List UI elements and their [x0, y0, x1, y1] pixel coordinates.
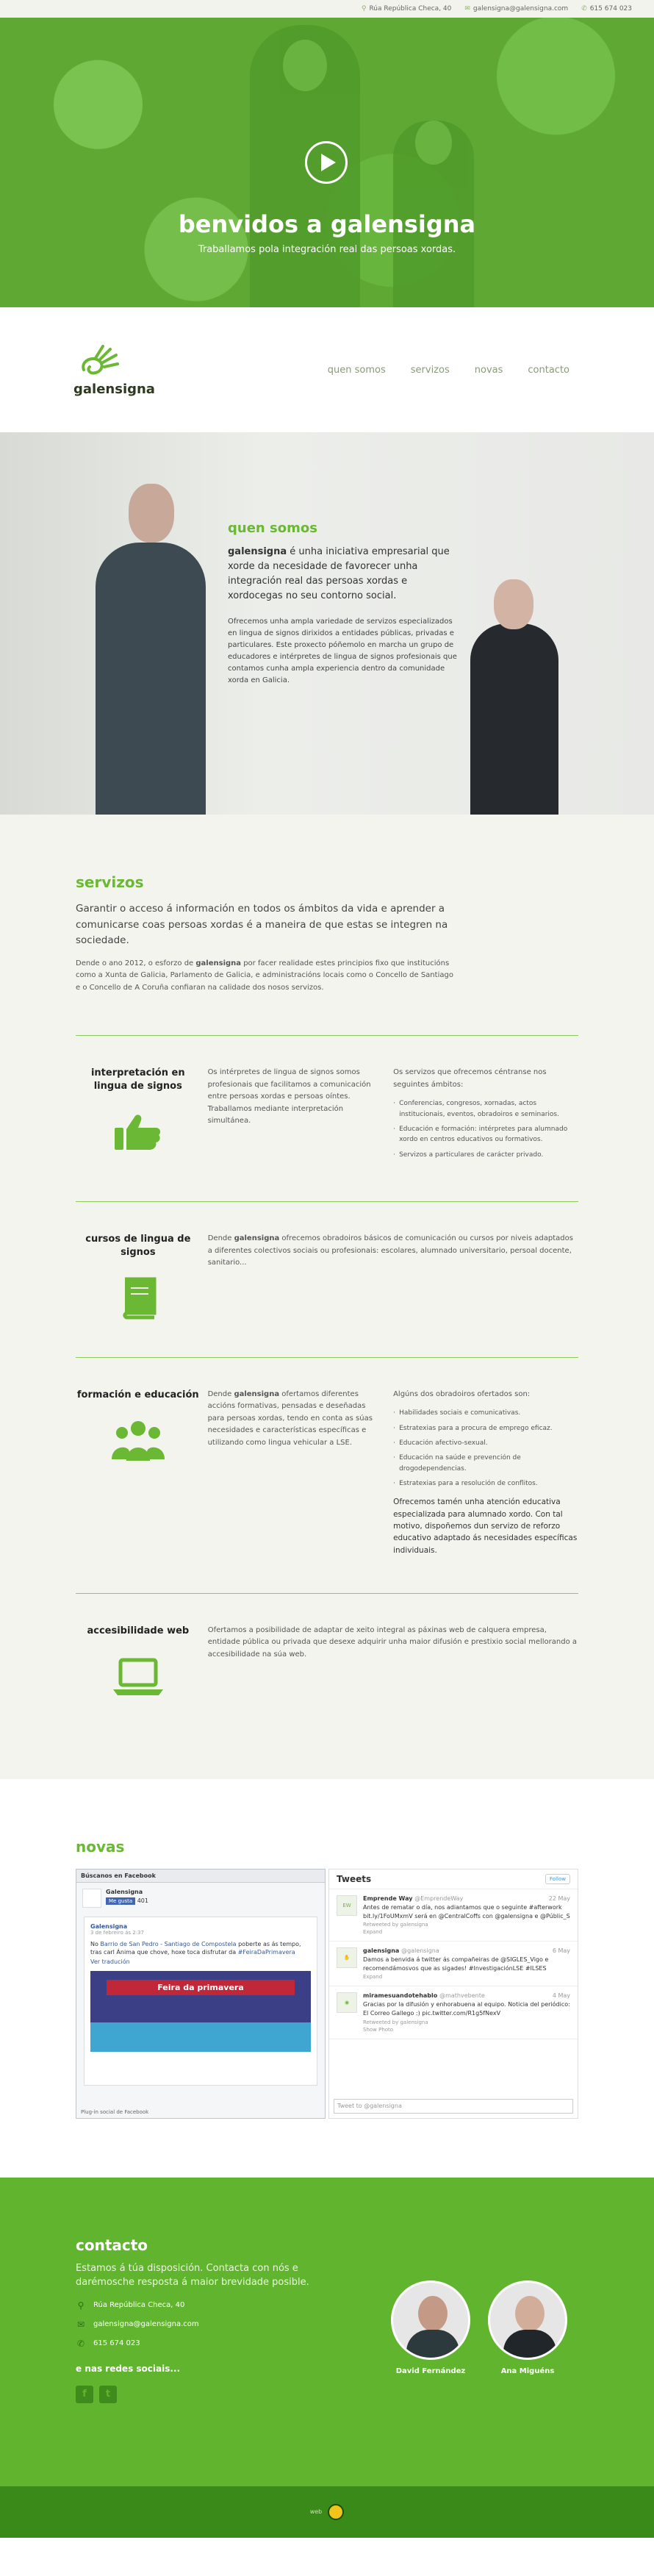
service-training — [76, 1357, 578, 1593]
nav-servizos[interactable]: servizos — [410, 364, 450, 376]
facebook-post-author[interactable]: Galensigna — [90, 1922, 128, 1930]
group-icon — [110, 1418, 166, 1462]
tweet-avatar[interactable]: EW — [337, 1895, 357, 1916]
tweet-avatar[interactable]: ◉ — [337, 1992, 357, 2013]
service-details: Algúns dos obradoiros ofertados son: · Habilidades sociais e comunicativas. · Estratexias para a procura de emprego eficaz. · Educación afectivo-sexual. · Educación na saúde e prevención de drogodependencias. · Estratexias para a resolución de conflitos. Ofrecemos tamén unha atención educativa especializada para alumnado xordo. Con tal motivo, dispoñemos dun servizo de reforzo educativo adaptado ás necesidades específicas individuais. — [393, 1389, 578, 1556]
logo-text: galensigna — [73, 381, 155, 397]
list-item: · Educación e formación: intérpretes para alumnado xordo en centros educativos ou formativos. — [393, 1124, 578, 1145]
service-title: accesibilidade web — [87, 1625, 190, 1636]
play-video-button[interactable] — [305, 141, 348, 184]
social-links — [76, 2386, 578, 2403]
contact-title: contacto — [76, 2236, 148, 2254]
thumbs-up-icon — [110, 1110, 166, 1154]
contact-phone: ✆ 615 674 023 — [76, 2338, 140, 2349]
news-section — [0, 1779, 654, 2178]
about-title: quen somos — [228, 520, 317, 536]
tweet-avatar[interactable]: ✋ — [337, 1947, 357, 1968]
team-member — [391, 2280, 470, 2375]
service-note: Ofrecemos tamén unha atención educativa especializada para alumnado xordo. Con tal motivo, dispoñemos dun servizo de reforzo educativo adaptado ás necesidades específicas individuais. — [393, 1498, 578, 1555]
facebook-page-box — [76, 1883, 325, 1914]
service-description: Ofertamos a posibilidade de adaptar de xeito integral as páxinas web de calquera empresa, entidade pública ou privada que desexe adquirir unha maior difusión e prestixio social mellorando a accesibilidade na súa web. — [207, 1625, 578, 1659]
services-lead: Garantir o acceso á información en todos os ámbitos da vida e aprender a comunicarse coas persoas xordas é a maneira de que estas se integren na sociedade. — [76, 903, 448, 947]
top-contact-bar — [0, 0, 654, 18]
avatar — [391, 2280, 470, 2360]
hero-subtitle: Traballamos pola integración real das persoas xordas. — [198, 244, 456, 255]
service-list — [393, 1098, 578, 1160]
nav-quen-somos[interactable]: quen somos — [327, 364, 386, 376]
about-photo-man — [96, 543, 206, 815]
poster-title: Feira da primavera — [107, 1980, 295, 1995]
list-item: · Servizos a particulares de carácter privado. — [393, 1150, 578, 1160]
hero-title: benvidos a galensigna — [178, 210, 476, 238]
service-description: Dende galensigna ofertamos diferentes accións formativas, pensadas e deseñadas para persoas xordas, tendo en conta as súas necesidades e características específicas e utilizando como lingua vehicular a LSE. — [207, 1389, 373, 1447]
list-item: · Estratexias para a procura de emprego eficaz. — [393, 1423, 578, 1434]
team-members — [391, 2280, 567, 2375]
services-intro: Dende o ano 2012, o esforzo de galensigna por facer realidade estes principios fixo que institucións como a Xunta de Galicia, Parlamento de Galicia, e administracións locais como o Concello de Santiago e o Concello de A Coruña confiaran na calidade dos nosos servizos. — [76, 959, 453, 992]
logo[interactable] — [73, 343, 155, 397]
twitter-icon[interactable]: t — [99, 2386, 117, 2403]
hero-video — [0, 18, 654, 307]
service-courses — [76, 1201, 578, 1356]
about-content — [228, 520, 463, 687]
facebook-post-image[interactable] — [90, 1971, 311, 2052]
nav-novas[interactable]: novas — [474, 364, 503, 376]
facebook-page-avatar — [82, 1889, 101, 1908]
contact-address: ⚲ Rúa República Checa, 40 — [76, 2300, 578, 2311]
seal-icon — [328, 2504, 344, 2520]
topbar-address: ⚲ Rúa República Checa, 40 — [361, 5, 452, 12]
services-title: servizos — [76, 873, 144, 891]
twitter-header — [329, 1870, 578, 1889]
about-body: Ofrecemos unha ampla variedade de servizos especializados en lingua de signos dirixidos a entidades públicas, privadas e particulares. Este proxecto póñemolo en marcha un grupo de educadores e intérpretes de lingua de signos profesionais que contamos cunha ampla experiencia dentro da comunidade xorda en Galicia. — [228, 617, 457, 684]
about-lead: galensigna é unha iniciativa empresarial que xorde da necesidade de favorecer unha integración real das persoas xordas e xordocegas no seu contorno social. — [228, 546, 450, 602]
service-title: cursos de lingua de signos — [85, 1234, 191, 1259]
facebook-icon[interactable]: f — [76, 2386, 93, 2403]
social-title: e nas redes sociais... — [76, 2363, 181, 2374]
list-item: · Conferencias, congresos, xornadas, actos institucionais, eventos, obradoiros e seminarios. — [393, 1098, 578, 1120]
location-icon: ⚲ — [77, 2300, 85, 2311]
twitter-widget — [328, 1869, 578, 2119]
topbar-email[interactable]: ✉ galensigna@galensigna.com — [464, 5, 569, 12]
tweet: EW Emprende Way @EmprendeWay 22 May Antes de rematar o día, nos adiantamos que o seguinte #afterwork bit.ly/1FoUMxmV será en @CentralCoffs con @galensigna e @Públic_S Retweeted by galensigna Expand — [329, 1889, 578, 1942]
tweet: ✋ galensigna @galensigna 6 May Damos a benvida á twitter ás compañeiras de @SIGLES_Vigo e recomendámosvos que as sigades! #InvestigaciónLSE #ILSES Expand — [329, 1942, 578, 1986]
about-section — [0, 432, 654, 815]
team-member — [488, 2280, 567, 2375]
list-item: · Educación afectivo-sexual. — [393, 1438, 578, 1448]
list-item: · Habilidades sociais e comunicativas. — [393, 1408, 578, 1418]
tweet-compose-input[interactable]: Tweet to @galensigna — [334, 2099, 573, 2114]
list-item: · Estratexias para a resolución de conflitos. — [393, 1478, 578, 1489]
footer-text: web — [309, 2508, 323, 2516]
laptop-icon — [110, 1654, 166, 1698]
facebook-like-button[interactable]: Me gusta — [106, 1897, 135, 1905]
about-photo-woman — [470, 623, 558, 815]
topbar-phone: ✆ 615 674 023 — [581, 5, 632, 12]
member-name: Ana Miguéns — [500, 2366, 555, 2375]
location-icon: ⚲ — [361, 5, 367, 12]
facebook-post — [84, 1917, 317, 2086]
facebook-post-time: 3 de febreiro ás 2:37 — [90, 1929, 144, 1936]
news-title: novas — [76, 1837, 125, 1856]
main-nav — [328, 365, 569, 376]
facebook-like-count: 401 — [137, 1897, 148, 1904]
service-description: Dende galensigna ofrecemos obradoiros básicos de comunicación ou cursos por niveis adaptados a diferentes colectivos sociais ou profesionais: escolares, alumnado universitario, persoal docente, sanitario... — [207, 1234, 573, 1267]
facebook-widget-header: Búscanos en Facebook — [76, 1870, 325, 1883]
facebook-post-text: No Barrio de San Pedro - Santiago de Compostela poberte as ás tempo, tras carl Ánima que chove, hoxe toca disfrutar da #FeiraDaPrimavera — [90, 1940, 301, 1956]
play-icon — [321, 154, 336, 171]
twitter-follow-button[interactable]: Follow — [545, 1874, 570, 1884]
facebook-widget — [76, 1869, 326, 2119]
service-web-accessibility — [76, 1593, 578, 1735]
avatar — [488, 2280, 567, 2360]
phone-icon: ✆ — [76, 2338, 85, 2349]
phone-icon: ✆ — [581, 5, 587, 12]
service-title: formación e educación — [76, 1389, 199, 1400]
service-interpretation — [76, 1035, 578, 1201]
list-item: · Educación na saúde e prevención de drogodependencias. — [393, 1453, 578, 1474]
mail-icon: ✉ — [464, 5, 470, 12]
member-name: David Fernández — [395, 2366, 466, 2375]
hand-logo-icon — [73, 343, 122, 380]
services-section — [0, 815, 654, 1779]
mail-icon: ✉ — [76, 2319, 85, 2330]
contact-email[interactable]: ✉ galensigna@galensigna.com — [76, 2319, 199, 2330]
facebook-page-name[interactable]: Galensigna — [106, 1888, 143, 1895]
service-list — [393, 1408, 578, 1489]
tweet: ◉ miramesuandotehablo @mathvebente 4 May Gracias por la difusión y enhorabuena al equipo. Noticia del periódico: El Correo Gallego :) pic.twitter.com/R1g5fNexV Retweeted by galensigna Show Photo — [329, 1986, 578, 2039]
site-header — [0, 307, 654, 432]
facebook-translate-link[interactable]: Ver tradución — [90, 1958, 130, 1966]
service-title: interpretación en lingua de signos — [90, 1067, 185, 1092]
contact-section — [0, 2178, 654, 2486]
book-icon — [110, 1276, 166, 1320]
service-details: Os servizos que ofrecemos céntranse nos seguintes ámbitos: · Conferencias, congresos, xornadas, actos institucionais, eventos, obradoiros e seminarios. · Educación e formación: intérpretes para alumnado xordo en centros educativos ou formativos. · Servizos a particulares de carácter privado. — [393, 1067, 578, 1164]
facebook-plugin-footer: Plug-in social de Facebook — [81, 2108, 149, 2115]
service-description: Os intérpretes de lingua de signos somos profesionais que facilitamos a comunicación entre persoas xordas e persoas oíntes. Traballamos mediante interpretación simultánea. — [207, 1068, 371, 1126]
contact-lead: Estamos á túa disposición. Contacta con nós e darémosche resposta á maior brevidade posible. — [76, 2262, 309, 2289]
nav-contacto[interactable]: contacto — [528, 364, 569, 376]
twitter-title: Tweets — [337, 1873, 372, 1884]
site-footer — [0, 2486, 654, 2538]
